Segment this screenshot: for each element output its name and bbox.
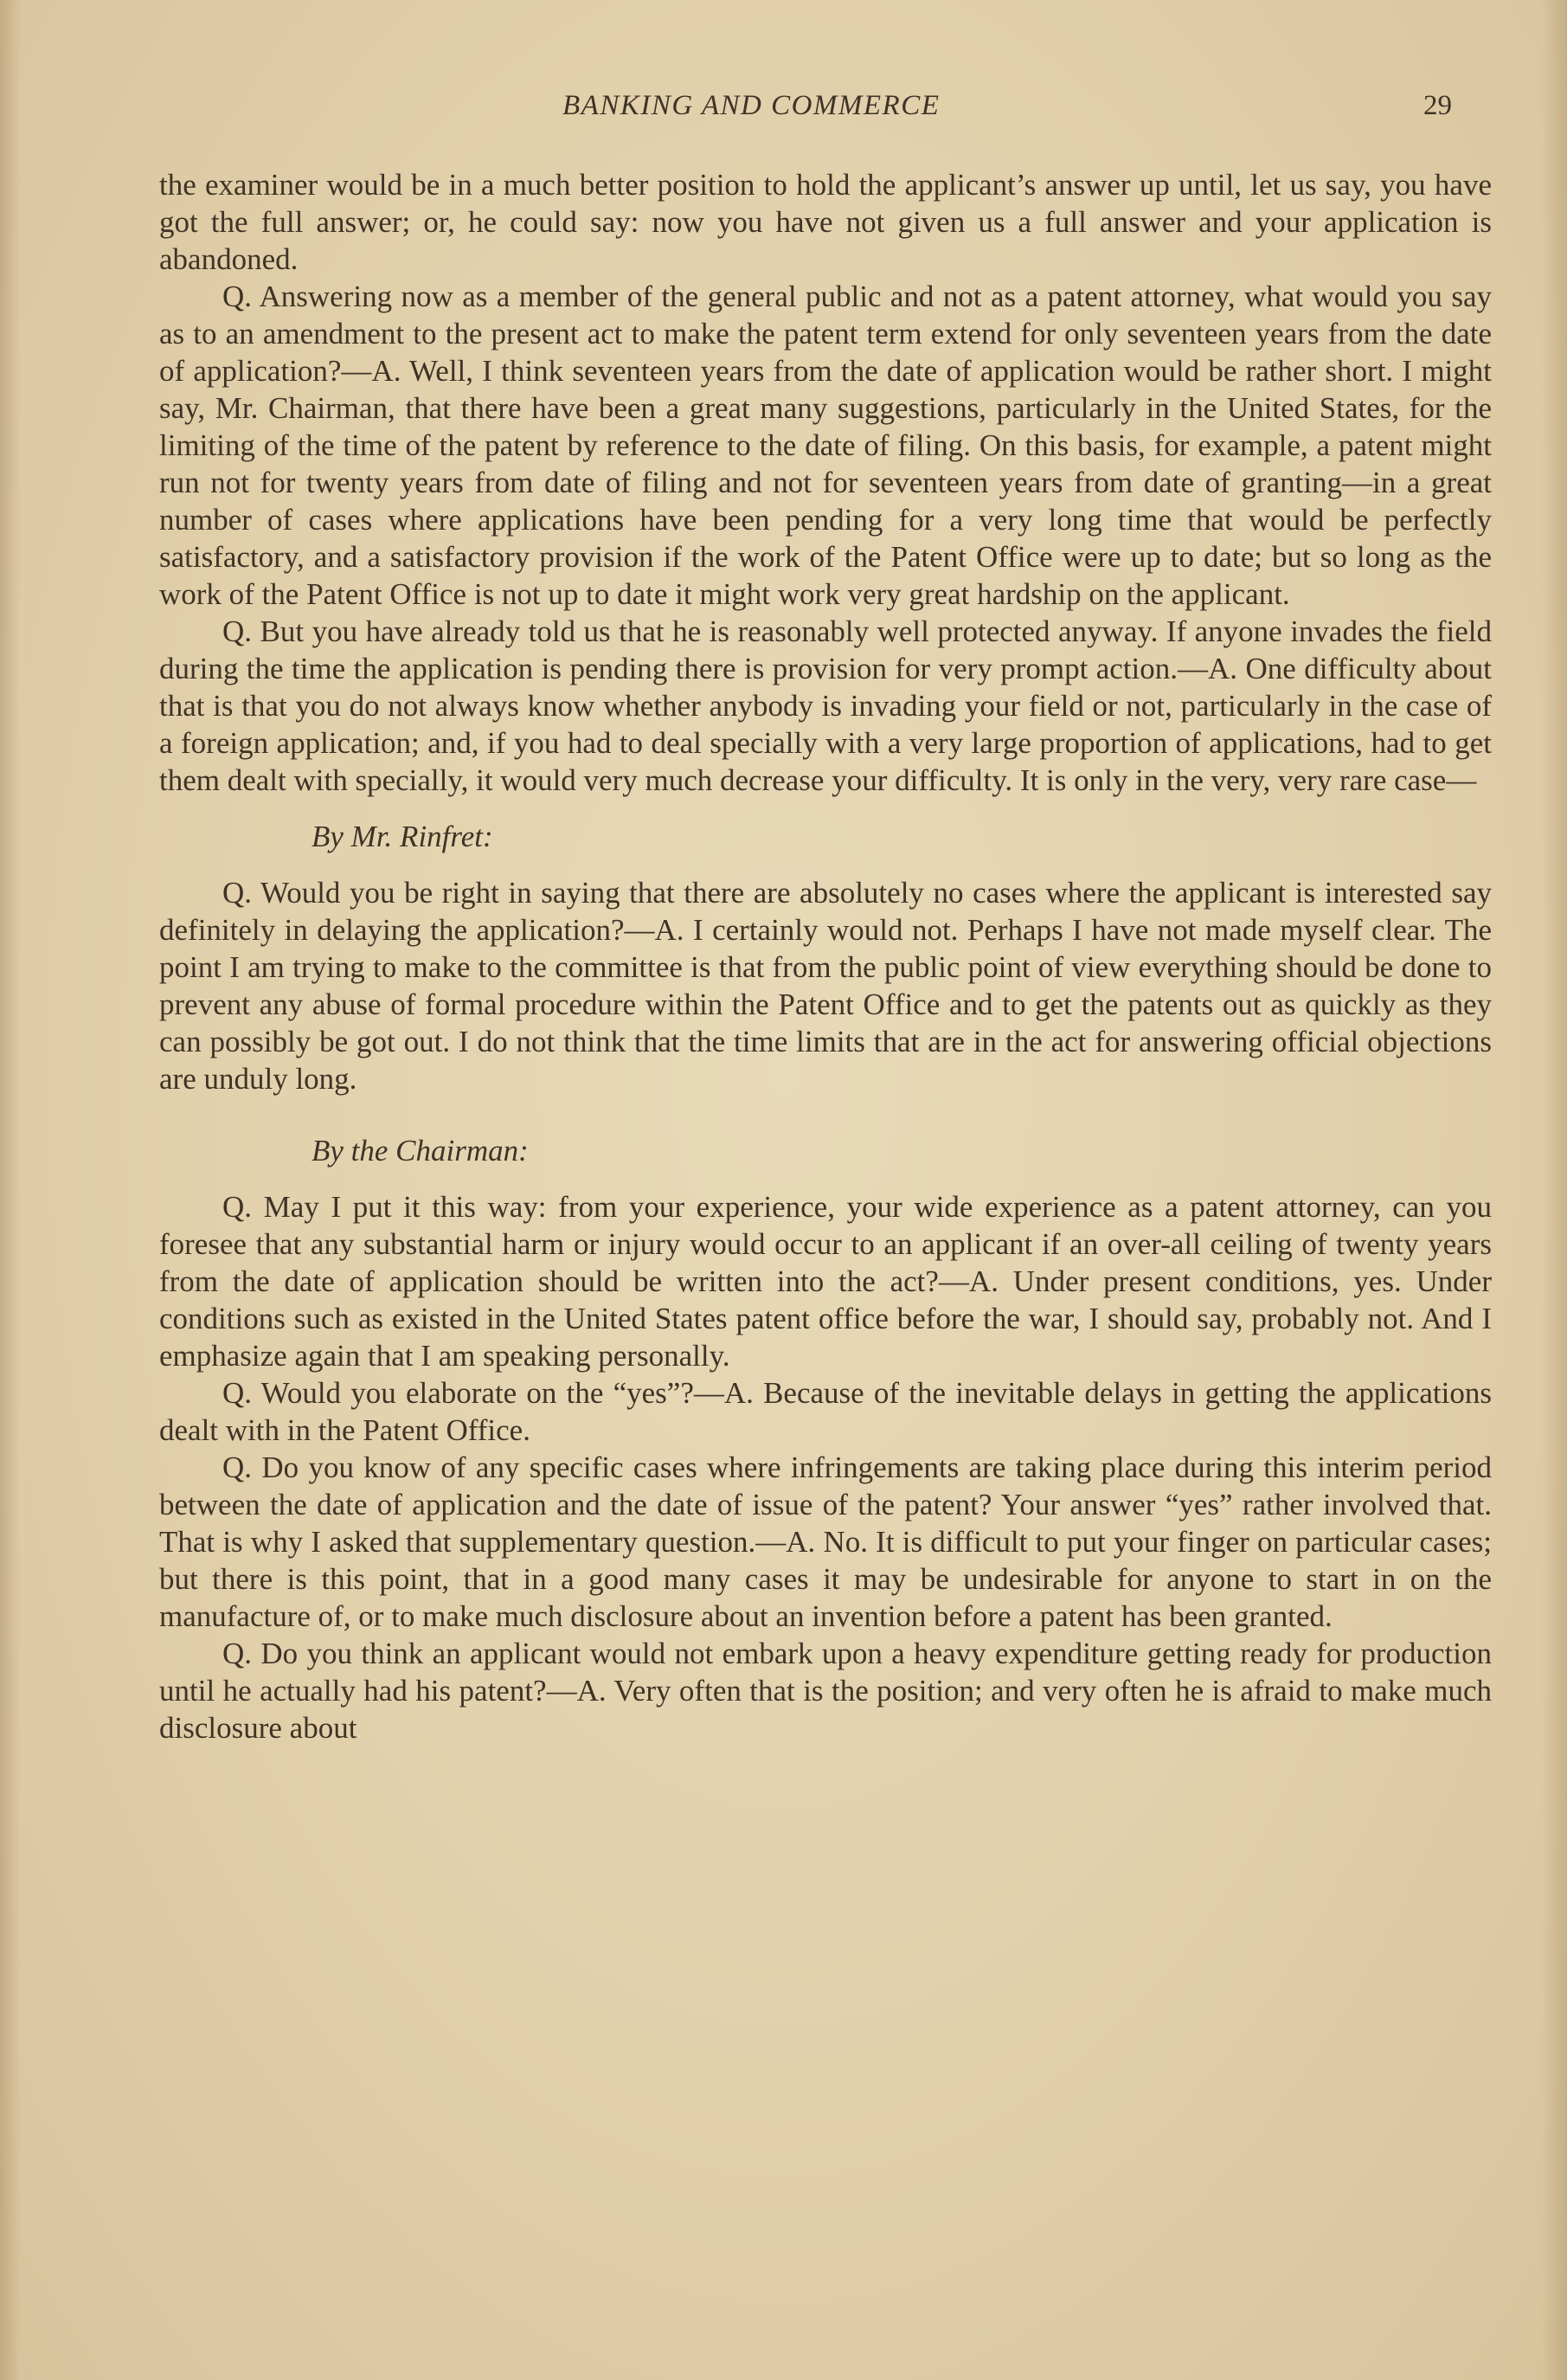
page-number: 29 [1423, 90, 1452, 121]
running-head: BANKING AND COMMERCE [562, 90, 941, 121]
speaker-heading: By Mr. Rinfret: [311, 820, 493, 853]
paragraph-question: Q. Would you be right in saying that there are absolutely no cases where the applicant is interested say definitely in delaying the application?—A. I certainly would not. Perhaps I have not made myself clear. The point I am trying to make to the committee is that from the public point of view everything should be done to prevent any abuse of formal procedure within the Patent Office and to get the patents out as quickly as they can possibly be got out. I do not think that the time limits that are in the act for answering official objections are unduly long. [159, 876, 1492, 1096]
paragraph-question: Q. Answering now as a member of the general public and not as a patent attorney, what would you say as to an amendment to the present act to make the patent term extend for only seventeen years from the date of application?—A. Well, I think seventeen years from the date of application would be rather short. I might say, Mr. Chairman, that there have been a great many suggestions, particularly in the United States, for the limiting of the time of the patent by reference to the date of filing. On this basis, for example, a patent might run not for twenty years from date of filing and not for seventeen years from date of granting—in a great number of cases where applications have been pending for a very long time that would be perfectly satisfactory, and a satisfactory provision if the work of the Patent Office were up to date; but so long as the work of the Patent Office is not up to date it might work very great hardship on the applicant. [159, 280, 1492, 611]
page-header [0, 90, 1567, 133]
paragraph-question: Q. May I put it this way: from your experience, your wide experience as a patent attorney, can you foresee that any substantial harm or injury would occur to an applicant if an over-all ceiling of twenty years from the date of application should be written into the act?—A. Under present conditions, yes. Under conditions such as existed in the United States patent office before the war, I should say, probably not. And I emphasize again that I am speaking personally. [159, 1190, 1492, 1373]
paragraph-question: Q. Would you elaborate on the “yes”?—A. Because of the inevitable delays in getting the applications dealt with in the Patent Office. [159, 1376, 1492, 1447]
paragraph-question: Q. Do you think an applicant would not embark upon a heavy expenditure getting ready for production until he actually had his patent?—A. Very often that is the position; and very often he is afraid to make much disclosure about [159, 1637, 1492, 1745]
body-text [159, 166, 1492, 1746]
paragraph-question: Q. But you have already told us that he is reasonably well protected anyway. If anyone invades the field during the time the application is pending there is provision for very prompt action.—A. One difficulty about that is that you do not always know whether anybody is invading your field or not, particularly in the case of a foreign application; and, if you had to deal specially with a very large proportion of applications, had to get them dealt with specially, it would very much decrease your difficulty. It is only in the very, very rare case— [159, 614, 1492, 797]
page-edge-left [0, 0, 21, 2380]
speaker-heading: By the Chairman: [311, 1134, 529, 1167]
paragraph-question: Q. Do you know of any specific cases where infringements are taking place during this interim period between the date of application and the date of issue of the patent? Your answer “yes” rather involved that. That is why I asked that supplementary question.—A. No. It is difficult to put your finger on particular cases; but there is this point, that in a good many cases it may be undesirable for anyone to start in on the manufacture of, or to make much disclosure about an invention before a patent has been granted. [159, 1451, 1492, 1633]
paragraph-continuation: the examiner would be in a much better position to hold the applicant’s answer up until, let us say, you have got the full answer; or, he could say: now you have not given us a full answer and your application is abandoned. [159, 168, 1492, 276]
page-edge-right [1541, 0, 1567, 2380]
